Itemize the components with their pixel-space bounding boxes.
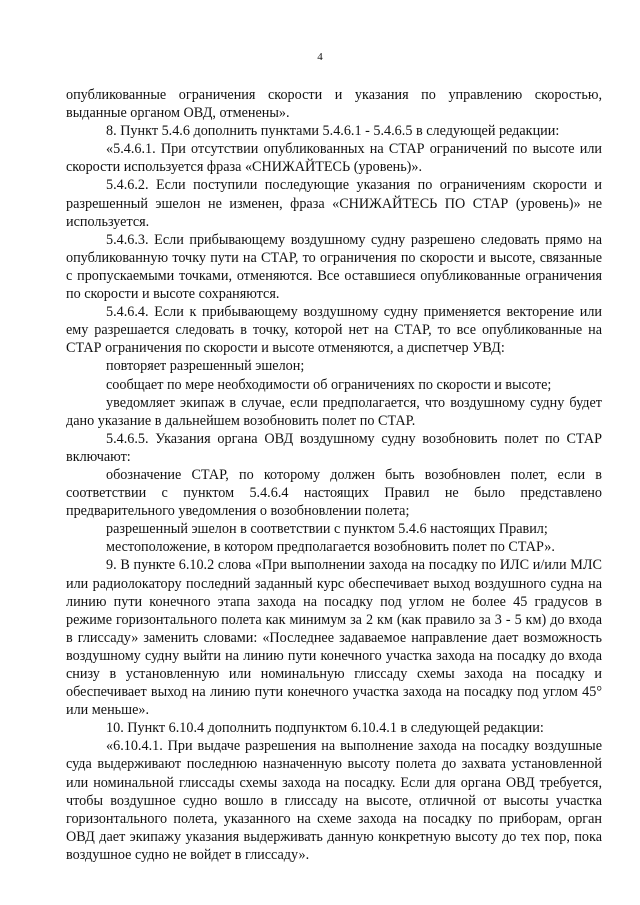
paragraph: сообщает по мере необходимости об ограничениях по скорости и высоте; xyxy=(106,376,552,393)
paragraph: «6.10.4.1. При выдаче разрешения на выполнение захода на посадку воздушные суда выдерживают последнюю назначенную высоту полета до захвата установленной или номинальной глиссады схемы захода на посадку. Если для органа ОВД требуется, чтобы воздушное судно вошло в глиссаду на высоте, отличной от высоты участка горизонтального полета, указанного на схеме захода на посадку по приборам, орган ОВД дает экипажу указания выдерживать данную конкретную высоту до тех пор, пока воздушное судно не войдет в глиссаду». xyxy=(66,738,602,863)
paragraph: местоположение, в котором предполагается возобновить полет по СТАР». xyxy=(106,539,555,556)
paragraph: уведомляет экипаж в случае, если предполагается, что воздушному судну будет дано указание в дальнейшем возобновить полет по СТАР. xyxy=(66,394,602,429)
page-number: 4 xyxy=(317,51,323,63)
document-body xyxy=(66,86,602,864)
paragraph: «5.4.6.1. При отсутствии опубликованных на СТАР ограничений по высоте или скорости используется фраза «СНИЖАЙТЕСЬ (уровень)». xyxy=(66,141,602,176)
paragraph: 5.4.6.4. Если к прибывающему воздушному судну применяется векторение или ему разрешается следовать в точку, которой нет на СТАР, то все опубликованные на СТАР ограничения по скорости и высоте отменяются, а диспетчер УВД: xyxy=(66,304,602,357)
paragraph: 8. Пункт 5.4.6 дополнить пунктами 5.4.6.1 - 5.4.6.5 в следующей редакции: xyxy=(106,123,560,140)
paragraph: 10. Пункт 6.10.4 дополнить подпунктом 6.10.4.1 в следующей редакции: xyxy=(106,720,544,737)
paragraph: 9. В пункте 6.10.2 слова «При выполнении захода на посадку по ИЛС и/или МЛС или радиолокатору последний заданный курс обеспечивает выход воздушного судна на линию пути конечного этапа захода на посадку под углом не более 45 градусов в режиме горизонтального полета как минимум за 2 км (как правило за 3 - 5 км) до входа в глиссаду» заменить словами: «Последнее задаваемое направление дает возможность воздушному судну выйти на линию пути конечного участка захода на посадку до входа снизу в установленную или номинальную глиссаду схемы захода на посадку и обеспечивает выход на линию пути конечного участка захода на посадку под углом 45° или меньше». xyxy=(66,557,602,719)
paragraph: 5.4.6.5. Указания органа ОВД воздушному судну возобновить полет по СТАР включают: xyxy=(66,430,602,465)
paragraph: 5.4.6.2. Если поступили последующие указания по ограничениям скорости и разрешенный эшелон не изменен, фраза «СНИЖАЙТЕСЬ ПО СТАР (уровень)» не используется. xyxy=(66,177,602,230)
paragraph: обозначение СТАР, по которому должен быть возобновлен полет, если в соответствии с пунктом 5.4.6.4 настоящих Правил не было представлено предварительного уведомления о возобновлении полета; xyxy=(66,466,602,520)
paragraph: 5.4.6.3. Если прибывающему воздушному судну разрешено следовать прямо на опубликованную точку пути на СТАР, то ограничения по скорости и высоте, связанные с пропускаемыми точками, отменяются. Все оставшиеся опубликованные ограничения по скорости и высоте сохраняются. xyxy=(66,231,602,303)
paragraph: опубликованные ограничения скорости и указания по управлению скоростью, выданные органом ОВД, отменены». xyxy=(66,87,602,122)
paragraph: повторяет разрешенный эшелон; xyxy=(106,358,305,375)
paragraph: разрешенный эшелон в соответствии с пунктом 5.4.6 настоящих Правил; xyxy=(106,521,548,538)
